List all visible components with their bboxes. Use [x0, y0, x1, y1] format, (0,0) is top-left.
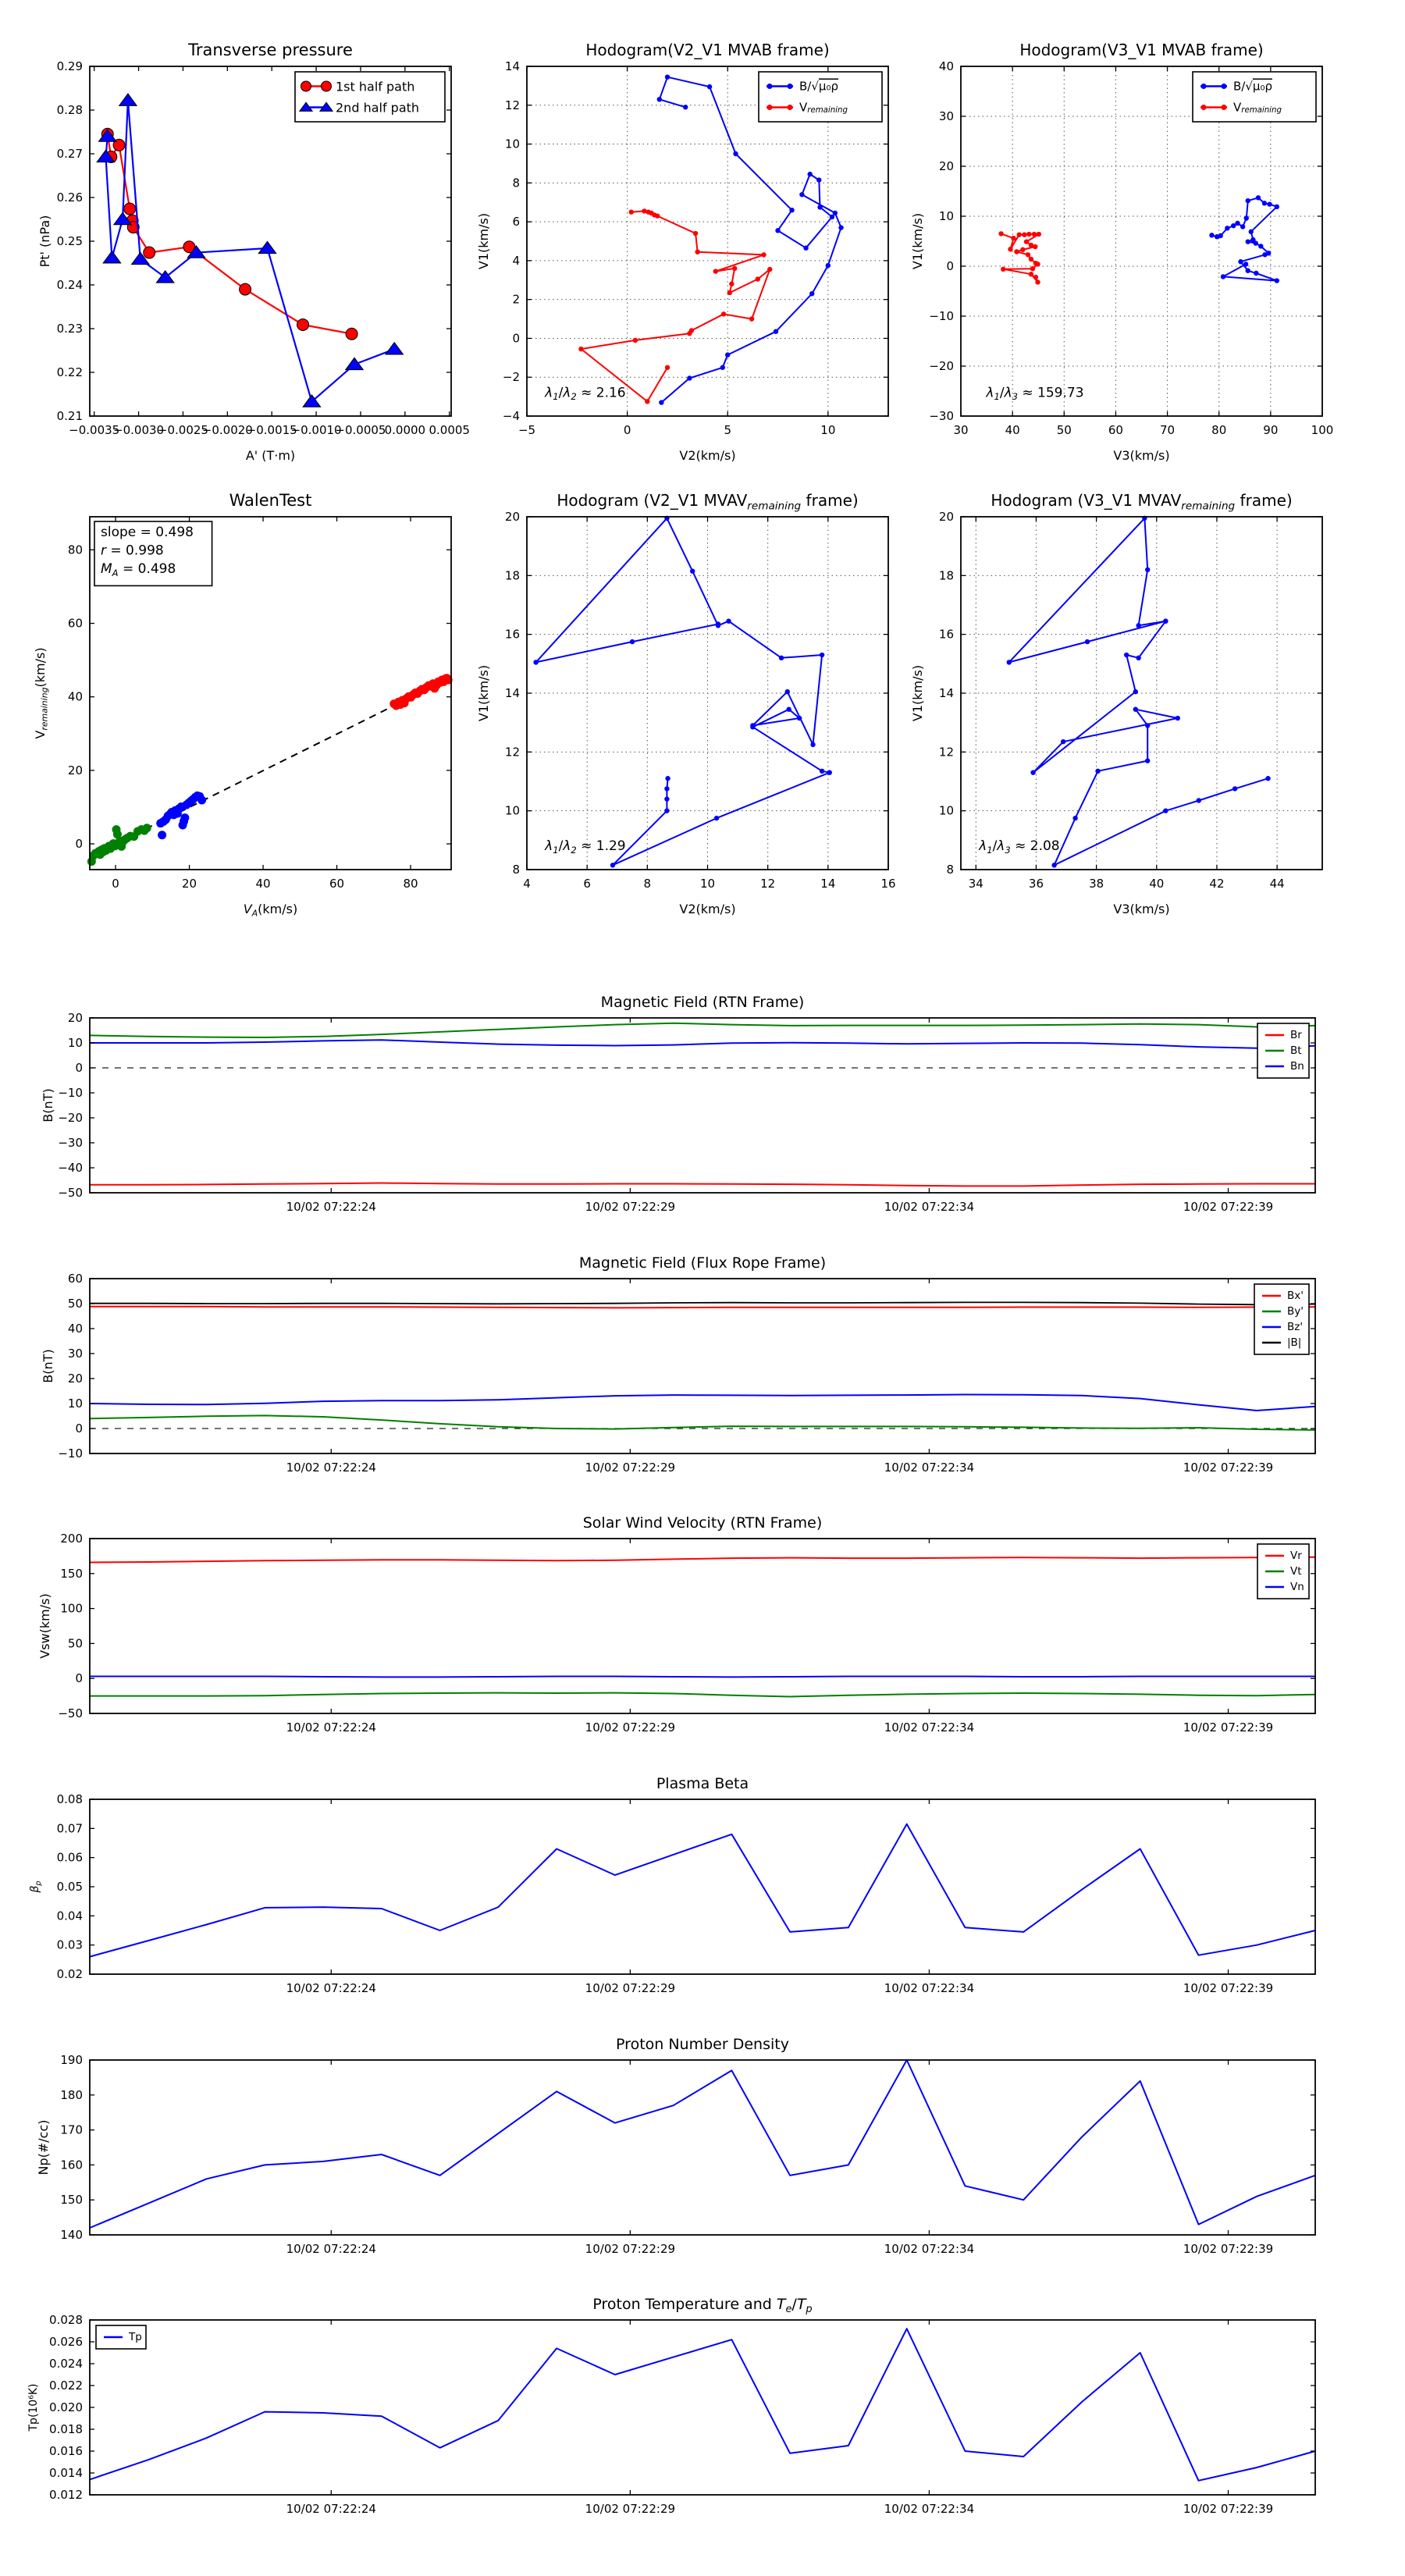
y-axis-label: Np(#/cc)	[36, 2119, 51, 2176]
svg-text:0.018: 0.018	[49, 2422, 83, 2436]
svg-text:60: 60	[67, 616, 83, 631]
svg-text:10/02 07:22:39: 10/02 07:22:39	[1183, 2502, 1274, 2516]
svg-text:0.28: 0.28	[56, 103, 83, 117]
y-axis-label: B(nT)	[41, 1088, 55, 1123]
legend-label: B/√μ₀ρ	[799, 79, 838, 94]
axes-frame	[90, 2320, 1315, 2495]
series-1st-half-path	[101, 128, 357, 340]
svg-text:0.26: 0.26	[56, 190, 83, 205]
svg-text:−5: −5	[518, 423, 536, 437]
svg-text:40: 40	[1005, 423, 1020, 437]
svg-text:170: 170	[60, 2122, 83, 2137]
svg-text:10/02 07:22:24: 10/02 07:22:24	[286, 1981, 376, 1995]
svg-text:34: 34	[968, 877, 984, 891]
svg-text:0.0005: 0.0005	[429, 423, 470, 437]
svg-text:180: 180	[60, 2087, 83, 2102]
svg-text:−4: −4	[502, 409, 520, 423]
y-axis-label: Pt' (nPa)	[37, 215, 52, 268]
series-b-path	[533, 516, 832, 868]
x-axis-label: A' (T·m)	[245, 448, 296, 463]
svg-text:−10: −10	[929, 309, 954, 323]
svg-text:10/02 07:22:29: 10/02 07:22:29	[585, 2242, 676, 2256]
panel-hodogram-v3v1-mvav	[910, 491, 1322, 916]
svg-text:40: 40	[67, 1322, 83, 1336]
svg-text:10/02 07:22:34: 10/02 07:22:34	[884, 1461, 975, 1475]
svg-text:0: 0	[112, 877, 119, 891]
ticks	[57, 1792, 1315, 1995]
series-bz-	[90, 1395, 1315, 1411]
svg-text:150: 150	[60, 2193, 83, 2208]
ticks	[58, 1532, 1315, 1735]
svg-text:10/02 07:22:34: 10/02 07:22:34	[884, 2502, 975, 2516]
legend-label: Bn	[1290, 1060, 1304, 1073]
series--b-	[90, 1302, 1315, 1304]
svg-text:10/02 07:22:39: 10/02 07:22:39	[1183, 2242, 1274, 2256]
svg-text:−30: −30	[58, 1136, 83, 1150]
svg-text:0.21: 0.21	[56, 409, 83, 423]
svg-text:60: 60	[67, 1272, 83, 1286]
svg-text:10/02 07:22:34: 10/02 07:22:34	[884, 2242, 975, 2256]
panel-title: Transverse pressure	[188, 41, 353, 59]
svg-text:100: 100	[60, 1601, 83, 1616]
svg-text:8: 8	[512, 176, 520, 190]
svg-text:50: 50	[1056, 423, 1072, 437]
legend-label: Bt	[1290, 1044, 1302, 1057]
x-axis-label: V2(km/s)	[679, 448, 736, 463]
svg-text:−0.0025: −0.0025	[157, 423, 208, 437]
panel-title: Proton Temperature and $T_e/T_p$	[592, 2296, 813, 2316]
legend-label: B/√μ₀ρ	[1233, 79, 1272, 94]
y-axis-label: V1(km/s)	[476, 664, 491, 722]
svg-text:36: 36	[1028, 877, 1044, 891]
svg-text:10/02 07:22:39: 10/02 07:22:39	[1183, 1981, 1274, 1995]
legend-label: Bx'	[1287, 1290, 1304, 1302]
svg-text:0: 0	[623, 423, 631, 437]
legend	[96, 2325, 146, 2349]
svg-text:70: 70	[1160, 423, 1176, 437]
x-axis-label: V3(km/s)	[1113, 902, 1170, 916]
svg-text:MA = 0.498: $M_A = 0.498$	[101, 561, 176, 578]
svg-text:10/02 07:22:34: 10/02 07:22:34	[884, 1981, 975, 1995]
series-2nd-half-path	[97, 94, 403, 407]
svg-text:−2: −2	[502, 370, 520, 385]
svg-text:10/02 07:22:24: 10/02 07:22:24	[286, 1461, 376, 1475]
panel-solar-wind-velocity	[37, 1514, 1315, 1735]
series-b-sqrt-mu0-rho-	[657, 74, 844, 404]
svg-text:18: 18	[504, 568, 520, 583]
series-beta-p	[90, 1824, 1315, 1957]
svg-text:200: 200	[60, 1532, 83, 1546]
svg-text:8: 8	[643, 877, 652, 891]
grid	[527, 517, 888, 870]
legend-label: Vt	[1290, 1565, 1302, 1578]
svg-text:0.06: 0.06	[56, 1850, 83, 1865]
svg-text:−50: −50	[58, 1186, 83, 1200]
svg-text:14: 14	[504, 59, 520, 73]
legend-label: 2nd half path	[336, 100, 420, 115]
panel-transverse-pressure	[37, 41, 470, 463]
svg-text:10/02 07:22:39: 10/02 07:22:39	[1183, 1200, 1274, 1214]
svg-text:12: 12	[504, 98, 520, 112]
panel-magnetic-field-rtn	[41, 994, 1315, 1214]
series-v-remaining	[998, 231, 1041, 284]
svg-text:8: 8	[512, 863, 520, 877]
svg-text:40: 40	[255, 877, 271, 891]
series-last-interval	[389, 674, 452, 710]
svg-text:20: 20	[938, 510, 954, 524]
ticks	[939, 510, 1322, 891]
y-axis-label: B(nT)	[41, 1349, 55, 1383]
series-bn	[90, 1040, 1315, 1048]
svg-text:0.028: 0.028	[49, 2313, 83, 2327]
svg-text:slope = 0.498: slope = 0.498	[101, 525, 194, 541]
svg-text:0.07: 0.07	[56, 1821, 83, 1836]
svg-text:10: 10	[67, 1036, 83, 1050]
svg-text:60: 60	[1108, 423, 1123, 437]
svg-text:0.04: 0.04	[56, 1909, 83, 1923]
svg-text:30: 30	[938, 109, 954, 123]
svg-text:60: 60	[329, 877, 345, 891]
y-axis-label: Vsw(km/s)	[37, 1593, 52, 1659]
svg-text:10/02 07:22:24: 10/02 07:22:24	[286, 2242, 376, 2256]
series-bt	[90, 1023, 1315, 1037]
legend	[1257, 1023, 1309, 1078]
svg-text:0.08: 0.08	[56, 1792, 83, 1806]
svg-text:80: 80	[403, 877, 418, 891]
svg-text:12: 12	[504, 745, 520, 760]
svg-text:10: 10	[820, 423, 836, 437]
svg-text:0: 0	[75, 837, 83, 852]
svg-text:0.024: 0.024	[49, 2357, 83, 2371]
panel-proton-number-density	[36, 2036, 1315, 2256]
y-axis-label: V1(km/s)	[910, 212, 925, 270]
svg-text:42: 42	[1209, 877, 1225, 891]
panel-walen-test	[33, 491, 453, 919]
legend-label: 1st half path	[336, 79, 415, 94]
svg-text:−20: −20	[58, 1111, 83, 1125]
legend-label: By'	[1287, 1305, 1304, 1318]
svg-text:0.24: 0.24	[56, 278, 83, 292]
svg-text:90: 90	[1263, 423, 1279, 437]
svg-text:0.0000: 0.0000	[384, 423, 426, 437]
legend-label: Bz'	[1287, 1321, 1304, 1333]
svg-text:30: 30	[67, 1347, 83, 1361]
x-axis-label: V3(km/s)	[1113, 448, 1170, 463]
panel-title: Proton Number Density	[616, 2036, 789, 2053]
svg-text:8: 8	[946, 863, 954, 877]
svg-text:40: 40	[1149, 877, 1165, 891]
y-axis-label: $V_{remaining}(km/s)$	[33, 647, 50, 739]
svg-text:−0.0005: −0.0005	[335, 423, 386, 437]
svg-text:10/02 07:22:29: 10/02 07:22:29	[585, 1720, 676, 1735]
svg-text:16: 16	[504, 627, 520, 642]
series-b-path	[1007, 516, 1271, 868]
legend-label: $V_{remaining}$	[799, 100, 848, 115]
svg-text:190: 190	[60, 2053, 83, 2067]
svg-text:20: 20	[67, 1011, 83, 1025]
svg-text:40: 40	[938, 59, 954, 73]
x-axis-label: $V_A(km/s)$	[243, 902, 298, 919]
svg-text:14: 14	[820, 877, 836, 891]
legend	[1257, 1544, 1309, 1599]
svg-text:0: 0	[75, 1061, 83, 1075]
legend	[759, 72, 882, 122]
legend-label: Vn	[1290, 1581, 1304, 1593]
axes-frame	[90, 2060, 1315, 2235]
x-axis-label: V2(km/s)	[679, 902, 736, 916]
svg-text:0: 0	[75, 1421, 83, 1436]
panel-hodogram-v2v1-mvav	[476, 491, 896, 916]
grid	[961, 517, 1322, 870]
svg-text:0.27: 0.27	[56, 147, 83, 161]
svg-text:0.016: 0.016	[49, 2444, 83, 2458]
lambda-annotation: $\lambda_1/\lambda_2 \approx 2.16$	[545, 385, 626, 403]
svg-text:10: 10	[504, 803, 520, 818]
svg-text:−50: −50	[58, 1706, 83, 1720]
svg-text:10/02 07:22:29: 10/02 07:22:29	[585, 2502, 676, 2516]
svg-text:140: 140	[60, 2228, 83, 2242]
lambda-annotation: $\lambda_1/\lambda_3 \approx 159.73$	[986, 385, 1084, 403]
svg-text:20: 20	[504, 510, 520, 524]
svg-text:−40: −40	[58, 1161, 83, 1175]
series-vt	[90, 1693, 1315, 1697]
y-axis-label: $\beta_p$	[29, 1880, 44, 1893]
series-np	[90, 2060, 1315, 2228]
svg-text:−0.0035: −0.0035	[69, 423, 120, 437]
panel-magnetic-field-flux-rope	[41, 1254, 1315, 1475]
svg-text:2: 2	[512, 292, 520, 307]
series-br	[90, 1183, 1315, 1187]
svg-text:12: 12	[938, 745, 954, 760]
svg-text:12: 12	[760, 877, 776, 891]
panel-title: Magnetic Field (Flux Rope Frame)	[578, 1254, 827, 1272]
svg-text:0.012: 0.012	[49, 2488, 83, 2502]
svg-text:38: 38	[1089, 877, 1104, 891]
panel-proton-temperature	[27, 2296, 1315, 2516]
svg-text:0.23: 0.23	[56, 322, 83, 336]
legend-label: Br	[1290, 1029, 1302, 1041]
series-vn	[90, 1677, 1315, 1678]
svg-text:10/02 07:22:29: 10/02 07:22:29	[585, 1200, 676, 1214]
svg-text:160: 160	[60, 2158, 83, 2172]
svg-text:−0.0030: −0.0030	[113, 423, 165, 437]
legend-label: Tp	[129, 2331, 142, 2343]
stats-box	[94, 521, 212, 585]
ticks	[505, 510, 896, 891]
panel-title: Hodogram (V2_V1 $MVAV_{remaining}$ frame)	[557, 491, 859, 513]
svg-text:0.25: 0.25	[56, 234, 83, 248]
series-tp	[90, 2329, 1315, 2481]
svg-text:10: 10	[504, 137, 520, 151]
svg-text:14: 14	[938, 686, 954, 700]
svg-text:10/02 07:22:39: 10/02 07:22:39	[1183, 1720, 1274, 1735]
svg-text:−0.0015: −0.0015	[246, 423, 297, 437]
svg-text:0: 0	[75, 1671, 83, 1686]
legend	[1254, 1284, 1309, 1354]
panel-plasma-beta	[29, 1775, 1315, 1995]
axes-frame	[90, 1539, 1315, 1713]
svg-text:50: 50	[67, 1636, 83, 1651]
svg-text:−0.0020: −0.0020	[201, 423, 253, 437]
series-bx-	[90, 1307, 1315, 1308]
svg-text:100: 100	[1311, 423, 1334, 437]
panel-title: Hodogram(V2_V1 MVAB frame)	[585, 41, 830, 59]
svg-text:10/02 07:22:29: 10/02 07:22:29	[585, 1461, 676, 1475]
svg-text:0: 0	[946, 259, 954, 273]
svg-text:80: 80	[1211, 423, 1227, 437]
y-axis-label: V1(km/s)	[476, 212, 491, 270]
svg-text:10: 10	[938, 209, 954, 223]
svg-text:0.022: 0.022	[49, 2379, 83, 2393]
svg-text:0: 0	[512, 331, 520, 346]
svg-text:−10: −10	[58, 1446, 83, 1461]
svg-text:20: 20	[938, 159, 954, 173]
svg-text:10/02 07:22:29: 10/02 07:22:29	[585, 1981, 676, 1995]
svg-text:0.22: 0.22	[56, 365, 83, 379]
svg-text:0.02: 0.02	[56, 1967, 83, 1981]
panel-title: Magnetic Field (RTN Frame)	[600, 994, 805, 1011]
svg-text:10: 10	[699, 877, 716, 891]
panel-title: WalenTest	[229, 491, 312, 510]
svg-text:10/02 07:22:24: 10/02 07:22:24	[286, 1200, 376, 1214]
svg-text:10/02 07:22:34: 10/02 07:22:34	[884, 1720, 975, 1735]
panel-title: Plasma Beta	[656, 1775, 749, 1792]
svg-text:−10: −10	[58, 1086, 83, 1100]
lambda-annotation: $\lambda_1/\lambda_2 \approx 1.29$	[545, 838, 626, 856]
svg-text:−20: −20	[929, 359, 954, 373]
svg-text:10: 10	[938, 803, 954, 818]
svg-text:10/02 07:22:34: 10/02 07:22:34	[884, 1200, 975, 1214]
svg-text:10/02 07:22:24: 10/02 07:22:24	[286, 1720, 376, 1735]
svg-text:44: 44	[1269, 877, 1285, 891]
svg-text:10/02 07:22:39: 10/02 07:22:39	[1183, 1461, 1274, 1475]
svg-text:0.29: 0.29	[56, 59, 83, 73]
svg-text:−30: −30	[929, 409, 954, 423]
svg-text:6: 6	[583, 877, 591, 891]
ticks	[60, 2053, 1315, 2256]
axes-frame	[90, 1799, 1315, 1974]
legend	[1193, 72, 1316, 122]
panel-title: Solar Wind Velocity (RTN Frame)	[582, 1514, 823, 1532]
svg-text:0.03: 0.03	[56, 1937, 83, 1952]
series-mid-interval	[156, 792, 206, 839]
series-b-sqrt-mu0-rho-	[1209, 195, 1279, 283]
svg-text:30: 30	[953, 423, 969, 437]
ticks	[58, 1272, 1315, 1475]
svg-text:10: 10	[67, 1397, 83, 1411]
legend	[295, 72, 445, 122]
svg-text:0.026: 0.026	[49, 2335, 83, 2349]
svg-text:10/02 07:22:24: 10/02 07:22:24	[286, 2502, 376, 2516]
svg-text:80: 80	[67, 543, 83, 557]
svg-text:14: 14	[504, 686, 520, 700]
y-axis-label: Tp(10⁶K)	[27, 2383, 40, 2432]
y-axis-label: V1(km/s)	[910, 664, 925, 722]
svg-text:16: 16	[938, 627, 954, 642]
series-first-interval	[87, 824, 151, 866]
svg-text:0.014: 0.014	[49, 2466, 83, 2480]
svg-text:20: 20	[182, 877, 197, 891]
legend-label: Vr	[1290, 1550, 1302, 1562]
svg-text:150: 150	[60, 1566, 83, 1581]
legend-label: |B|	[1287, 1336, 1302, 1349]
svg-text:16: 16	[880, 877, 896, 891]
series-v-remaining	[578, 208, 772, 404]
ticks	[49, 2313, 1315, 2516]
svg-text:4: 4	[512, 253, 520, 268]
svg-text:4: 4	[523, 877, 531, 891]
panel-hodogram-v2v1-mvab	[476, 41, 888, 463]
series-by-	[90, 1415, 1315, 1430]
svg-text:20: 20	[67, 1372, 83, 1386]
svg-text:−0.0010: −0.0010	[290, 423, 342, 437]
legend-label: $V_{remaining}$	[1233, 100, 1282, 115]
lambda-annotation: $\lambda_1/\lambda_3 \approx 2.08$	[979, 838, 1060, 856]
panel-title: Hodogram(V3_V1 MVAB frame)	[1019, 41, 1264, 59]
svg-text:0.05: 0.05	[56, 1880, 83, 1894]
svg-text:5: 5	[724, 423, 731, 437]
series-vr	[90, 1557, 1315, 1563]
svg-text:18: 18	[938, 568, 954, 583]
svg-text:50: 50	[67, 1297, 83, 1311]
panel-hodogram-v3v1-mvab	[910, 41, 1333, 463]
svg-text:40: 40	[67, 689, 83, 704]
panel-title: Hodogram (V3_V1 $MVAV_{remaining}$ frame)	[991, 491, 1293, 513]
svg-text:r = 0.998: r = 0.998	[101, 543, 164, 559]
svg-text:20: 20	[67, 763, 83, 777]
svg-text:6: 6	[512, 215, 520, 229]
svg-text:0.020: 0.020	[49, 2400, 83, 2414]
